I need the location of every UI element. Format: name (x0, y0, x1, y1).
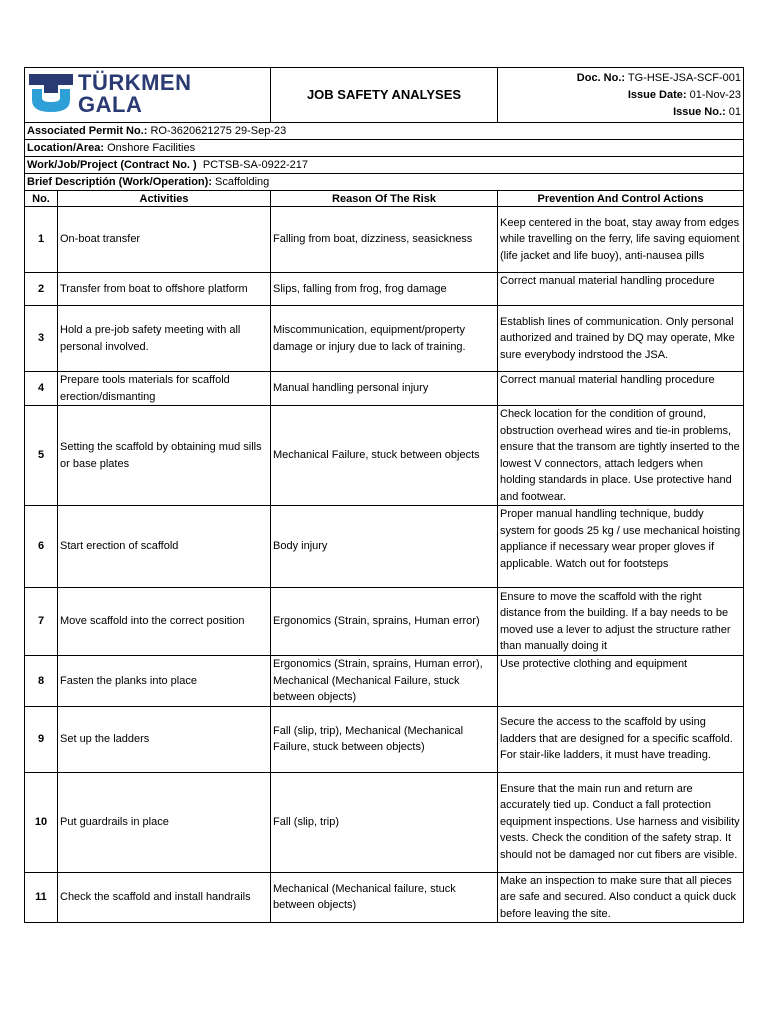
table-row (25, 406, 744, 506)
table-row (25, 207, 744, 273)
row-number: 8 (25, 656, 58, 707)
row-prevention: Check location for the condition of ground, obstruction overhead wires and tie-in problems, ensure that the transom are tightly inserted to the lowest V connectors, attach ledgers when holding standards in place. Use protective hand and footwear. (498, 406, 744, 506)
row-reason: Falling from boat, dizziness, seasickness (271, 207, 498, 273)
company-name-line1: TÜRKMEN (78, 70, 192, 95)
row-reason: Ergonomics (Strain, sprains, Human error) (271, 588, 498, 656)
row-prevention: Ensure that the main run and return are accurately tied up. Conduct a fall protection equipment inspections. Use harness and visibility vests. Check the condition of the safety strap. It should not be damaged nor cut fibers are visible. (498, 772, 744, 872)
logo-cell (25, 68, 271, 123)
row-reason: Ergonomics (Strain, sprains, Human error), Mechanical (Mechanical Failure, stuck between objects) (271, 656, 498, 707)
table-row (25, 656, 744, 707)
row-prevention: Correct manual material handling procedure (498, 372, 744, 406)
table-row (25, 706, 744, 772)
row-prevention: Correct manual material handling procedure (498, 273, 744, 306)
row-reason: Fall (slip, trip) (271, 772, 498, 872)
row-reason: Mechanical (Mechanical failure, stuck between objects) (271, 872, 498, 923)
row-reason: Manual handling personal injury (271, 372, 498, 406)
permit-label: Associated Permit No.: (27, 124, 148, 137)
col-header-prevention: Prevention And Control Actions (498, 191, 744, 207)
row-prevention: Establish lines of communication. Only personal authorized and trained by DQ may operate, Mke sure everybody indrstood the JSA. (498, 306, 744, 372)
row-number: 10 (25, 772, 58, 872)
location-value: Onshore Facilities (107, 141, 196, 154)
brief-cell (25, 174, 744, 191)
row-number: 2 (25, 273, 58, 306)
col-header-reason: Reason Of The Risk (271, 191, 498, 207)
row-activity: Set up the ladders (58, 706, 271, 772)
row-activity: Start erection of scaffold (58, 506, 271, 588)
issue-no-label: Issue No.: (673, 105, 726, 118)
row-prevention: Ensure to move the scaffold with the right distance from the building. If a bay needs to be moved use a lever to adjust the structure rather than manually doing it (498, 588, 744, 656)
col-header-no: No. (25, 191, 58, 207)
row-number: 3 (25, 306, 58, 372)
doc-no-value: TG-HSE-JSA-SCF-001 (627, 71, 741, 84)
company-logo (25, 69, 215, 121)
row-number: 7 (25, 588, 58, 656)
permit-cell (25, 123, 744, 140)
header-row (25, 68, 744, 123)
table-row (25, 372, 744, 406)
col-header-activities: Activities (58, 191, 271, 207)
table-row (25, 306, 744, 372)
row-activity: Move scaffold into the correct position (58, 588, 271, 656)
document-title: JOB SAFETY ANALYSES (271, 68, 498, 123)
doc-no-label: Doc. No.: (576, 71, 626, 84)
row-number: 1 (25, 207, 58, 273)
project-row (25, 157, 744, 174)
row-activity: Check the scaffold and install handrails (58, 872, 271, 923)
project-cell (25, 157, 744, 174)
row-number: 4 (25, 372, 58, 406)
company-name-line2: GALA (78, 92, 143, 117)
row-activity: Fasten the planks into place (58, 656, 271, 707)
brief-value: Scaffolding (215, 175, 270, 188)
row-activity: Setting the scaffold by obtaining mud sills or base plates (58, 406, 271, 506)
table-row (25, 273, 744, 306)
project-value: PCTSB-SA-0922-217 (202, 158, 308, 171)
row-reason: Miscommunication, equipment/property damage or injury due to lack of training. (271, 306, 498, 372)
row-prevention: Proper manual handling technique, buddy system for goods 25 kg / use mechanical hoisting appliance if necessary wear proper gloves if applicable. Watch out for footsteps (498, 506, 744, 588)
document-info (498, 68, 744, 123)
jsa-table (24, 67, 744, 923)
row-activity: Transfer from boat to offshore platform (58, 273, 271, 306)
row-prevention: Use protective clothing and equipment (498, 656, 744, 707)
row-activity: Hold a pre-job safety meeting with all personal involved. (58, 306, 271, 372)
row-activity: Prepare tools materials for scaffold erection/dismanting (58, 372, 271, 406)
brief-label: Brief Descriptión (Work/Operation): (27, 175, 212, 188)
location-row (25, 140, 744, 157)
issue-date-value: 01-Nov-23 (689, 88, 741, 101)
row-number: 5 (25, 406, 58, 506)
permit-row (25, 123, 744, 140)
row-activity: Put guardrails in place (58, 772, 271, 872)
column-header-row (25, 191, 744, 207)
table-row (25, 588, 744, 656)
brief-row (25, 174, 744, 191)
project-label: Work/Job/Project (Contract No. ) (27, 158, 197, 171)
table-row (25, 772, 744, 872)
issue-no-value: 01 (728, 105, 741, 118)
jsa-sheet (24, 67, 743, 923)
table-row (25, 506, 744, 588)
row-activity: On-boat transfer (58, 207, 271, 273)
row-reason: Fall (slip, trip), Mechanical (Mechanical Failure, stuck between objects) (271, 706, 498, 772)
location-label: Location/Area: (27, 141, 105, 154)
table-row (25, 872, 744, 923)
row-reason: Mechanical Failure, stuck between objects (271, 406, 498, 506)
permit-value: RO-3620621275 29-Sep-23 (150, 124, 287, 137)
row-prevention: Make an inspection to make sure that all pieces are safe and secured. Also conduct a quick duck before leaving the site. (498, 872, 744, 923)
row-number: 11 (25, 872, 58, 923)
row-number: 9 (25, 706, 58, 772)
row-number: 6 (25, 506, 58, 588)
location-cell (25, 140, 744, 157)
tg-emblem-icon (29, 74, 73, 114)
row-reason: Slips, falling from frog, frog damage (271, 273, 498, 306)
row-reason: Body injury (271, 506, 498, 588)
row-prevention: Keep centered in the boat, stay away from edges while travelling on the ferry, life saving equioment (life jacket and life buoy), anti-nausea pills (498, 207, 744, 273)
row-prevention: Secure the access to the scaffold by using ladders that are designed for a specific scaffold. For stair-like ladders, it must have treading. (498, 706, 744, 772)
issue-date-label: Issue Date: (627, 88, 687, 101)
company-name (78, 72, 192, 116)
